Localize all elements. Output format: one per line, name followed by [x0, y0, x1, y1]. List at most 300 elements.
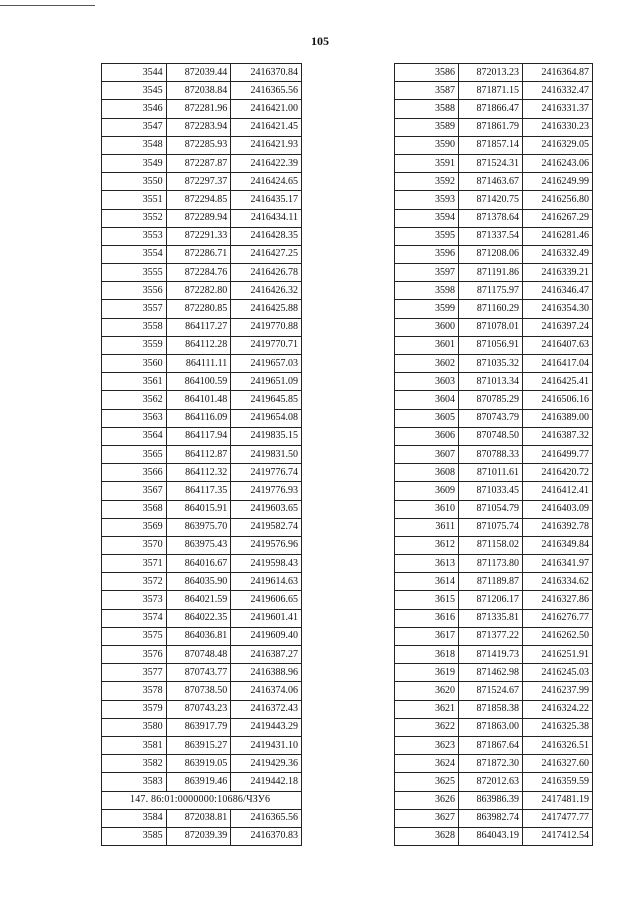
y-coordinate-cell: 2416403.09 — [523, 500, 593, 518]
point-number-cell: 3573 — [102, 591, 167, 609]
x-coordinate-cell: 871377.22 — [459, 627, 523, 645]
point-number-cell: 3558 — [102, 318, 167, 336]
x-coordinate-cell: 871191.86 — [459, 264, 523, 282]
x-coordinate-cell: 871208.06 — [459, 245, 523, 263]
y-coordinate-cell: 2419609.40 — [231, 627, 302, 645]
table-row — [395, 555, 593, 573]
point-number-cell: 3559 — [102, 336, 167, 354]
x-coordinate-cell: 864016.67 — [166, 555, 231, 573]
point-number-cell: 3611 — [395, 518, 459, 536]
point-number-cell: 3586 — [395, 64, 459, 82]
point-number-cell: 3624 — [395, 755, 459, 773]
y-coordinate-cell: 2416389.00 — [523, 409, 593, 427]
x-coordinate-cell: 871075.74 — [459, 518, 523, 536]
point-number-cell: 3595 — [395, 227, 459, 245]
table-row — [395, 82, 593, 100]
point-number-cell: 3547 — [102, 118, 167, 136]
point-number-cell: 3604 — [395, 391, 459, 409]
y-coordinate-cell: 2416425.41 — [523, 373, 593, 391]
point-number-cell: 3625 — [395, 773, 459, 791]
table-row — [395, 609, 593, 627]
table-row — [102, 664, 302, 682]
x-coordinate-cell: 872039.44 — [166, 64, 231, 82]
point-number-cell: 3605 — [395, 409, 459, 427]
x-coordinate-cell: 872284.76 — [166, 264, 231, 282]
table-row — [395, 245, 593, 263]
y-coordinate-cell: 2416325.38 — [523, 718, 593, 736]
table-row — [395, 700, 593, 718]
y-coordinate-cell: 2416330.23 — [523, 118, 593, 136]
point-number-cell: 3572 — [102, 573, 167, 591]
point-number-cell: 3579 — [102, 700, 167, 718]
y-coordinate-cell: 2419835.15 — [231, 427, 302, 445]
point-number-cell: 3567 — [102, 482, 167, 500]
x-coordinate-cell: 864015.91 — [166, 500, 231, 518]
x-coordinate-cell: 863919.05 — [166, 755, 231, 773]
point-number-cell: 3568 — [102, 500, 167, 518]
y-coordinate-cell: 2416245.03 — [523, 664, 593, 682]
y-coordinate-cell: 2419606.65 — [231, 591, 302, 609]
table-row — [395, 427, 593, 445]
table-row — [395, 64, 593, 82]
y-coordinate-cell: 2419770.88 — [231, 318, 302, 336]
y-coordinate-cell: 2416354.30 — [523, 300, 593, 318]
y-coordinate-cell: 2416506.16 — [523, 391, 593, 409]
x-coordinate-cell: 871419.73 — [459, 646, 523, 664]
y-coordinate-cell: 2416388.96 — [231, 664, 302, 682]
x-coordinate-cell: 863975.70 — [166, 518, 231, 536]
y-coordinate-cell: 2416428.35 — [231, 227, 302, 245]
table-row — [102, 627, 302, 645]
x-coordinate-cell: 872285.93 — [166, 136, 231, 154]
y-coordinate-cell: 2416331.37 — [523, 100, 593, 118]
y-coordinate-cell: 2416370.84 — [231, 64, 302, 82]
page-number: 105 — [311, 34, 329, 48]
x-coordinate-cell: 864100.59 — [166, 373, 231, 391]
table-row — [102, 736, 302, 754]
x-coordinate-cell: 872039.39 — [166, 827, 231, 845]
point-number-cell: 3545 — [102, 82, 167, 100]
point-number-cell: 3570 — [102, 536, 167, 554]
point-number-cell: 3544 — [102, 64, 167, 82]
x-coordinate-cell: 872038.84 — [166, 82, 231, 100]
point-number-cell: 3602 — [395, 355, 459, 373]
table-row — [395, 755, 593, 773]
x-coordinate-cell: 864117.94 — [166, 427, 231, 445]
x-coordinate-cell: 871337.54 — [459, 227, 523, 245]
point-number-cell: 3551 — [102, 191, 167, 209]
x-coordinate-cell: 864111.11 — [166, 355, 231, 373]
x-coordinate-cell: 871863.00 — [459, 718, 523, 736]
x-coordinate-cell: 870748.50 — [459, 427, 523, 445]
y-coordinate-cell: 2419429.36 — [231, 755, 302, 773]
point-number-cell: 3582 — [102, 755, 167, 773]
table-row — [395, 282, 593, 300]
y-coordinate-cell: 2419654.08 — [231, 409, 302, 427]
y-coordinate-cell: 2416412.41 — [523, 482, 593, 500]
x-coordinate-cell: 871524.67 — [459, 682, 523, 700]
y-coordinate-cell: 2416249.99 — [523, 173, 593, 191]
table-row — [102, 482, 302, 500]
table-row — [102, 555, 302, 573]
x-coordinate-cell: 872297.37 — [166, 173, 231, 191]
table-row — [395, 209, 593, 227]
table-row — [395, 173, 593, 191]
table-row — [102, 464, 302, 482]
point-number-cell: 3569 — [102, 518, 167, 536]
y-coordinate-cell: 2416365.56 — [231, 82, 302, 100]
x-coordinate-cell: 870738.50 — [166, 682, 231, 700]
point-number-cell: 3592 — [395, 173, 459, 191]
point-number-cell: 3593 — [395, 191, 459, 209]
y-coordinate-cell: 2419442.18 — [231, 773, 302, 791]
point-number-cell: 3613 — [395, 555, 459, 573]
y-coordinate-cell: 2419603.65 — [231, 500, 302, 518]
x-coordinate-cell: 863975.43 — [166, 536, 231, 554]
x-coordinate-cell: 871013.34 — [459, 373, 523, 391]
x-coordinate-cell: 871867.64 — [459, 736, 523, 754]
y-coordinate-cell: 2419576.96 — [231, 536, 302, 554]
x-coordinate-cell: 864112.28 — [166, 336, 231, 354]
point-number-cell: 3601 — [395, 336, 459, 354]
x-coordinate-cell: 870785.29 — [459, 391, 523, 409]
x-coordinate-cell: 871462.98 — [459, 664, 523, 682]
table-row — [102, 646, 302, 664]
point-number-cell: 3587 — [395, 82, 459, 100]
point-number-cell: 3628 — [395, 827, 459, 845]
table-row — [395, 718, 593, 736]
x-coordinate-cell: 864117.35 — [166, 482, 231, 500]
table-row — [395, 227, 593, 245]
table-row — [395, 136, 593, 154]
y-coordinate-cell: 2416281.46 — [523, 227, 593, 245]
x-coordinate-cell: 871054.79 — [459, 500, 523, 518]
x-coordinate-cell: 863919.46 — [166, 773, 231, 791]
table-row — [395, 773, 593, 791]
table-row — [102, 809, 302, 827]
coordinates-table-left — [101, 63, 302, 846]
point-number-cell: 3583 — [102, 773, 167, 791]
point-number-cell: 3571 — [102, 555, 167, 573]
y-coordinate-cell: 2416341.97 — [523, 555, 593, 573]
y-coordinate-cell: 2416339.21 — [523, 264, 593, 282]
table-row — [102, 227, 302, 245]
point-number-cell: 3566 — [102, 464, 167, 482]
y-coordinate-cell: 2416420.72 — [523, 464, 593, 482]
point-number-cell: 3554 — [102, 245, 167, 263]
y-coordinate-cell: 2419598.43 — [231, 555, 302, 573]
table-row — [395, 682, 593, 700]
point-number-cell: 3614 — [395, 573, 459, 591]
x-coordinate-cell: 872294.85 — [166, 191, 231, 209]
table-row — [102, 718, 302, 736]
y-coordinate-cell: 2417477.77 — [523, 809, 593, 827]
point-number-cell: 3600 — [395, 318, 459, 336]
y-coordinate-cell: 2416421.93 — [231, 136, 302, 154]
y-coordinate-cell: 2416424.65 — [231, 173, 302, 191]
table-row — [395, 391, 593, 409]
x-coordinate-cell: 864116.09 — [166, 409, 231, 427]
table-row — [102, 445, 302, 463]
table-row — [102, 773, 302, 791]
point-number-cell: 3575 — [102, 627, 167, 645]
table-row — [102, 209, 302, 227]
x-coordinate-cell: 871857.14 — [459, 136, 523, 154]
y-coordinate-cell: 2419645.85 — [231, 391, 302, 409]
x-coordinate-cell: 871189.87 — [459, 573, 523, 591]
y-coordinate-cell: 2416334.62 — [523, 573, 593, 591]
y-coordinate-cell: 2419582.74 — [231, 518, 302, 536]
table-row — [102, 282, 302, 300]
point-number-cell: 3596 — [395, 245, 459, 263]
y-coordinate-cell: 2416435.17 — [231, 191, 302, 209]
x-coordinate-cell: 872012.63 — [459, 773, 523, 791]
table-row — [395, 736, 593, 754]
table-row — [102, 427, 302, 445]
y-coordinate-cell: 2416276.77 — [523, 609, 593, 627]
section-row — [102, 791, 302, 809]
x-coordinate-cell: 864021.59 — [166, 591, 231, 609]
y-coordinate-cell: 2416387.32 — [523, 427, 593, 445]
table-row — [102, 136, 302, 154]
x-coordinate-cell: 872038.81 — [166, 809, 231, 827]
point-number-cell: 3618 — [395, 646, 459, 664]
x-coordinate-cell: 863986.39 — [459, 791, 523, 809]
table-row — [102, 318, 302, 336]
y-coordinate-cell: 2416332.49 — [523, 245, 593, 263]
y-coordinate-cell: 2416326.51 — [523, 736, 593, 754]
x-coordinate-cell: 864036.81 — [166, 627, 231, 645]
x-coordinate-cell: 870743.79 — [459, 409, 523, 427]
x-coordinate-cell: 871872.30 — [459, 755, 523, 773]
point-number-cell: 3574 — [102, 609, 167, 627]
x-coordinate-cell: 872286.71 — [166, 245, 231, 263]
table-row — [102, 373, 302, 391]
point-number-cell: 3580 — [102, 718, 167, 736]
point-number-cell: 3597 — [395, 264, 459, 282]
y-coordinate-cell: 2416397.24 — [523, 318, 593, 336]
y-coordinate-cell: 2416327.60 — [523, 755, 593, 773]
table-row — [395, 500, 593, 518]
y-coordinate-cell: 2416387.27 — [231, 646, 302, 664]
x-coordinate-cell: 872291.33 — [166, 227, 231, 245]
point-number-cell: 3610 — [395, 500, 459, 518]
point-number-cell: 3549 — [102, 154, 167, 172]
y-coordinate-cell: 2419431.10 — [231, 736, 302, 754]
point-number-cell: 3576 — [102, 646, 167, 664]
table-row — [395, 100, 593, 118]
point-number-cell: 3608 — [395, 464, 459, 482]
x-coordinate-cell: 871173.80 — [459, 555, 523, 573]
point-number-cell: 3556 — [102, 282, 167, 300]
table-row — [102, 336, 302, 354]
x-coordinate-cell: 863917.79 — [166, 718, 231, 736]
x-coordinate-cell: 871175.97 — [459, 282, 523, 300]
point-number-cell: 3553 — [102, 227, 167, 245]
point-number-cell: 3615 — [395, 591, 459, 609]
y-coordinate-cell: 2416426.78 — [231, 264, 302, 282]
x-coordinate-cell: 871206.17 — [459, 591, 523, 609]
table-row — [395, 373, 593, 391]
x-coordinate-cell: 871866.47 — [459, 100, 523, 118]
x-coordinate-cell: 871858.38 — [459, 700, 523, 718]
y-coordinate-cell: 2416417.04 — [523, 355, 593, 373]
y-coordinate-cell: 2416421.00 — [231, 100, 302, 118]
point-number-cell: 3623 — [395, 736, 459, 754]
point-number-cell: 3548 — [102, 136, 167, 154]
table-row — [102, 154, 302, 172]
point-number-cell: 3563 — [102, 409, 167, 427]
table-row — [395, 627, 593, 645]
table-row — [102, 82, 302, 100]
x-coordinate-cell: 870743.23 — [166, 700, 231, 718]
table-row — [102, 355, 302, 373]
x-coordinate-cell: 872289.94 — [166, 209, 231, 227]
x-coordinate-cell: 871335.81 — [459, 609, 523, 627]
x-coordinate-cell: 871033.45 — [459, 482, 523, 500]
table-row — [102, 264, 302, 282]
y-coordinate-cell: 2416425.88 — [231, 300, 302, 318]
point-number-cell: 3599 — [395, 300, 459, 318]
point-number-cell: 3561 — [102, 373, 167, 391]
point-number-cell: 3546 — [102, 100, 167, 118]
point-number-cell: 3591 — [395, 154, 459, 172]
point-number-cell: 3620 — [395, 682, 459, 700]
x-coordinate-cell: 871861.79 — [459, 118, 523, 136]
table-row — [395, 536, 593, 554]
y-coordinate-cell: 2416365.56 — [231, 809, 302, 827]
y-coordinate-cell: 2416422.39 — [231, 154, 302, 172]
y-coordinate-cell: 2417412.54 — [523, 827, 593, 845]
y-coordinate-cell: 2416349.84 — [523, 536, 593, 554]
point-number-cell: 3589 — [395, 118, 459, 136]
y-coordinate-cell: 2416499.77 — [523, 445, 593, 463]
point-number-cell: 3590 — [395, 136, 459, 154]
x-coordinate-cell: 872283.94 — [166, 118, 231, 136]
table-row — [102, 591, 302, 609]
x-coordinate-cell: 864117.27 — [166, 318, 231, 336]
x-coordinate-cell: 871378.64 — [459, 209, 523, 227]
table-row — [395, 300, 593, 318]
y-coordinate-cell: 2416434.11 — [231, 209, 302, 227]
table-row — [102, 245, 302, 263]
table-row — [102, 100, 302, 118]
y-coordinate-cell: 2416392.78 — [523, 518, 593, 536]
table-row — [102, 118, 302, 136]
x-coordinate-cell: 871871.15 — [459, 82, 523, 100]
table-row — [102, 700, 302, 718]
table-row — [102, 573, 302, 591]
point-number-cell: 3550 — [102, 173, 167, 191]
y-coordinate-cell: 2419601.41 — [231, 609, 302, 627]
x-coordinate-cell: 864035.90 — [166, 573, 231, 591]
table-row — [395, 336, 593, 354]
y-coordinate-cell: 2416426.32 — [231, 282, 302, 300]
y-coordinate-cell: 2419443.29 — [231, 718, 302, 736]
table-row — [395, 646, 593, 664]
x-coordinate-cell: 863915.27 — [166, 736, 231, 754]
coordinates-table-right — [394, 63, 593, 846]
top-rule — [0, 5, 95, 6]
point-number-cell: 3606 — [395, 427, 459, 445]
x-coordinate-cell: 864101.48 — [166, 391, 231, 409]
point-number-cell: 3581 — [102, 736, 167, 754]
table-row — [102, 827, 302, 845]
x-coordinate-cell: 871056.91 — [459, 336, 523, 354]
point-number-cell: 3607 — [395, 445, 459, 463]
table-row — [395, 154, 593, 172]
table-row — [102, 173, 302, 191]
table-row — [102, 500, 302, 518]
table-row — [395, 573, 593, 591]
y-coordinate-cell: 2416372.43 — [231, 700, 302, 718]
table-row — [102, 300, 302, 318]
y-coordinate-cell: 2416346.47 — [523, 282, 593, 300]
table-row — [102, 755, 302, 773]
point-number-cell: 3603 — [395, 373, 459, 391]
y-coordinate-cell: 2416364.87 — [523, 64, 593, 82]
point-number-cell: 3619 — [395, 664, 459, 682]
point-number-cell: 3565 — [102, 445, 167, 463]
x-coordinate-cell: 870743.77 — [166, 664, 231, 682]
x-coordinate-cell: 864043.19 — [459, 827, 523, 845]
x-coordinate-cell: 871078.01 — [459, 318, 523, 336]
x-coordinate-cell: 872282.80 — [166, 282, 231, 300]
point-number-cell: 3612 — [395, 536, 459, 554]
y-coordinate-cell: 2419776.93 — [231, 482, 302, 500]
y-coordinate-cell: 2416324.22 — [523, 700, 593, 718]
y-coordinate-cell: 2419776.74 — [231, 464, 302, 482]
y-coordinate-cell: 2419657.03 — [231, 355, 302, 373]
y-coordinate-cell: 2416251.91 — [523, 646, 593, 664]
table-row — [102, 536, 302, 554]
y-coordinate-cell: 2416267.29 — [523, 209, 593, 227]
point-number-cell: 3594 — [395, 209, 459, 227]
x-coordinate-cell: 872280.85 — [166, 300, 231, 318]
y-coordinate-cell: 2416421.45 — [231, 118, 302, 136]
y-coordinate-cell: 2416243.06 — [523, 154, 593, 172]
table-row — [395, 791, 593, 809]
table-row — [395, 445, 593, 463]
x-coordinate-cell: 864112.32 — [166, 464, 231, 482]
point-number-cell: 3557 — [102, 300, 167, 318]
x-coordinate-cell: 863982.74 — [459, 809, 523, 827]
point-number-cell: 3562 — [102, 391, 167, 409]
y-coordinate-cell: 2416374.06 — [231, 682, 302, 700]
y-coordinate-cell: 2419614.63 — [231, 573, 302, 591]
point-number-cell: 3552 — [102, 209, 167, 227]
y-coordinate-cell: 2416370.83 — [231, 827, 302, 845]
point-number-cell: 3627 — [395, 809, 459, 827]
table-row — [395, 264, 593, 282]
table-row — [395, 191, 593, 209]
point-number-cell: 3609 — [395, 482, 459, 500]
x-coordinate-cell: 864112.87 — [166, 445, 231, 463]
x-coordinate-cell: 870788.33 — [459, 445, 523, 463]
section-label: 147. 86:01:0000000:10686/ЧЗУ6 — [102, 791, 302, 809]
point-number-cell: 3588 — [395, 100, 459, 118]
table-row — [102, 682, 302, 700]
point-number-cell: 3584 — [102, 809, 167, 827]
x-coordinate-cell: 871011.61 — [459, 464, 523, 482]
table-row — [102, 191, 302, 209]
point-number-cell: 3626 — [395, 791, 459, 809]
x-coordinate-cell: 871524.31 — [459, 154, 523, 172]
point-number-cell: 3560 — [102, 355, 167, 373]
y-coordinate-cell: 2419831.50 — [231, 445, 302, 463]
table-row — [395, 809, 593, 827]
point-number-cell: 3578 — [102, 682, 167, 700]
